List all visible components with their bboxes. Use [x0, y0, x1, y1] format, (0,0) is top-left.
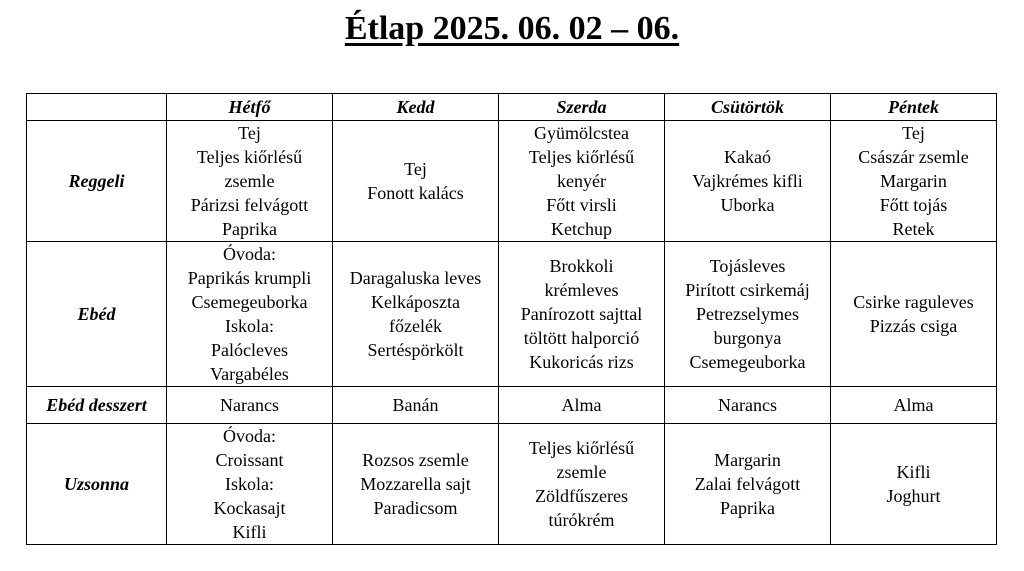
menu-item: Párizsi felvágott	[190, 195, 309, 215]
menu-item: Teljes kiőrlésű	[196, 147, 303, 167]
menu-item: Kelkáposzta	[371, 292, 460, 312]
menu-cell-tuesday	[333, 424, 499, 545]
menu-item: Óvoda:	[223, 426, 276, 446]
menu-item: Csirke raguleves	[853, 292, 974, 312]
menu-item: Ketchup	[551, 219, 612, 239]
menu-item: Panírozott sajttal	[520, 304, 643, 324]
menu-item: Sertéspörkölt	[367, 340, 464, 360]
menu-item: burgonya	[713, 328, 782, 348]
menu-item: főzelék	[389, 316, 442, 336]
menu-item: Paprikás krumpli	[187, 268, 312, 288]
menu-item: Császár zsemle	[858, 147, 969, 167]
menu-item: Alma	[561, 395, 602, 415]
menu-item: Margarin	[714, 450, 781, 470]
menu-item: Kockasajt	[213, 498, 286, 518]
menu-item: Uborka	[720, 195, 775, 215]
menu-item: túrókrém	[548, 510, 615, 530]
meal-label: Reggeli	[27, 121, 167, 242]
day-header-wednesday: Szerda	[499, 94, 665, 121]
menu-item: Zalai felvágott	[694, 474, 801, 494]
menu-cell-wednesday	[499, 121, 665, 242]
menu-item: Paradicsom	[373, 498, 458, 518]
day-header-tuesday: Kedd	[333, 94, 499, 121]
menu-item: krémleves	[544, 280, 619, 300]
menu-cell-wednesday	[499, 387, 665, 424]
menu-item: Kakaó	[724, 147, 771, 167]
menu-cell-tuesday	[333, 242, 499, 387]
menu-item: Croissant	[215, 450, 284, 470]
meal-row	[27, 424, 997, 545]
day-header-thursday: Csütörtök	[665, 94, 831, 121]
menu-item: Iskola:	[225, 474, 274, 494]
menu-cell-monday	[167, 242, 333, 387]
menu-item: Tej	[902, 123, 925, 143]
menu-item: Kifli	[896, 462, 931, 482]
menu-item: Vargabéles	[210, 364, 289, 384]
menu-item: Csemegeuborka	[191, 292, 308, 312]
menu-item: Tojásleves	[709, 256, 786, 276]
menu-item: Zöldfűszeres	[535, 486, 628, 506]
page-title: Étlap 2025. 06. 02 – 06.	[344, 10, 680, 47]
menu-cell-thursday	[665, 424, 831, 545]
meal-label: Ebéd	[27, 242, 167, 387]
menu-item: Vajkrémes kifli	[692, 171, 803, 191]
meal-label: Uzsonna	[27, 424, 167, 545]
menu-item: Alma	[893, 395, 934, 415]
menu-item: Margarin	[880, 171, 947, 191]
menu-item: zsemle	[224, 171, 275, 191]
day-header-monday: Hétfő	[167, 94, 333, 121]
meal-row	[27, 242, 997, 387]
menu-cell-friday	[831, 121, 997, 242]
menu-item: Daragaluska leves	[349, 268, 482, 288]
menu-item: zsemle	[556, 462, 607, 482]
menu-cell-thursday	[665, 387, 831, 424]
menu-item: Fonott kalács	[367, 183, 464, 203]
menu-cell-wednesday	[499, 242, 665, 387]
menu-item: Paprika	[222, 219, 277, 239]
menu-cell-monday	[167, 424, 333, 545]
menu-item: Teljes kiőrlésű	[528, 147, 635, 167]
menu-item: kenyér	[557, 171, 606, 191]
menu-cell-monday	[167, 121, 333, 242]
menu-item: Kukoricás rizs	[529, 352, 634, 372]
menu-cell-friday	[831, 424, 997, 545]
menu-item: Tej	[238, 123, 261, 143]
menu-item: Iskola:	[225, 316, 274, 336]
menu-item: Mozzarella sajt	[360, 474, 471, 494]
menu-item: Pirított csirkemáj	[685, 280, 810, 300]
menu-item: Banán	[392, 395, 439, 415]
menu-item: Narancs	[220, 395, 279, 415]
menu-cell-friday	[831, 242, 997, 387]
menu-cell-tuesday	[333, 387, 499, 424]
header-row	[27, 94, 997, 121]
menu-item: Gyümölcstea	[534, 123, 629, 143]
meal-row	[27, 121, 997, 242]
menu-item: Rozsos zsemle	[362, 450, 469, 470]
menu-cell-thursday	[665, 121, 831, 242]
menu-cell-thursday	[665, 242, 831, 387]
menu-table	[26, 93, 997, 545]
meal-row	[27, 387, 997, 424]
menu-item: Tej	[404, 159, 427, 179]
menu-item: Palócleves	[211, 340, 288, 360]
menu-cell-friday	[831, 387, 997, 424]
menu-item: Főtt tojás	[879, 195, 948, 215]
meal-label: Ebéd desszert	[27, 387, 167, 424]
menu-cell-wednesday	[499, 424, 665, 545]
menu-item: Főtt virsli	[546, 195, 617, 215]
menu-cell-tuesday	[333, 121, 499, 242]
menu-item: Petrezselymes	[696, 304, 799, 324]
menu-cell-monday	[167, 387, 333, 424]
menu-item: Teljes kiőrlésű	[528, 438, 635, 458]
menu-item: Brokkoli	[549, 256, 614, 276]
menu-item: Pizzás csiga	[869, 316, 958, 336]
day-header-friday: Péntek	[831, 94, 997, 121]
menu-item: Óvoda:	[223, 244, 276, 264]
menu-item: Kifli	[232, 522, 267, 542]
menu-body	[27, 121, 997, 545]
corner-cell	[27, 94, 167, 121]
menu-item: Joghurt	[886, 486, 941, 506]
menu-item: töltött halporció	[523, 328, 640, 348]
menu-item: Narancs	[718, 395, 777, 415]
menu-item: Paprika	[720, 498, 775, 518]
menu-item: Csemegeuborka	[689, 352, 806, 372]
menu-item: Retek	[892, 219, 935, 239]
